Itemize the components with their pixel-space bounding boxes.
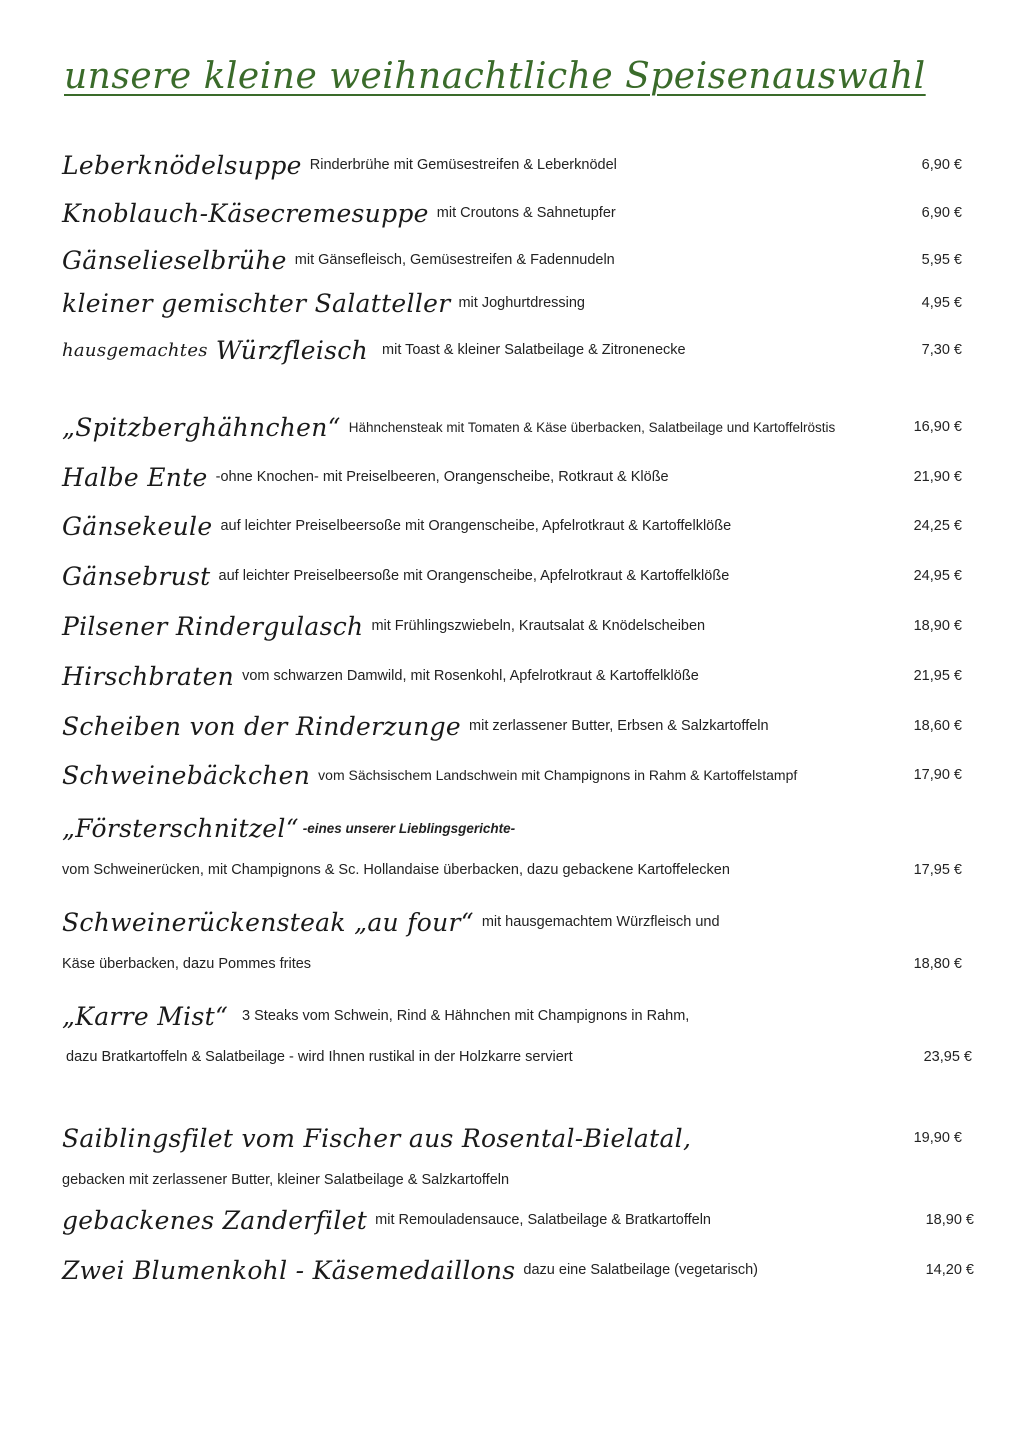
dish-description: dazu Bratkartoffeln & Salatbeilage - wird Ihnen rustikal in der Holzkarre serviert [66, 1049, 573, 1065]
dish-price: 4,95 € [921, 295, 962, 311]
menu-item [62, 606, 974, 646]
dish-description: mit Remouladensauce, Salatbeilage & Bratkartoffeln [375, 1212, 711, 1228]
menu-item [62, 706, 974, 746]
dish-price: 24,25 € [913, 518, 962, 534]
menu-item [62, 755, 974, 795]
menu-item [62, 808, 974, 848]
menu-item-continuation [62, 952, 974, 976]
dish-price: 19,90 € [913, 1130, 962, 1146]
dish-name: kleiner gemischter Salatteller [62, 288, 451, 318]
dish-description: mit zerlassener Butter, Erbsen & Salzkartoffeln [469, 718, 769, 734]
dish-name: Schweinerückensteak „au four“ [62, 907, 474, 937]
dish-description: Käse überbacken, dazu Pommes frites [62, 956, 312, 972]
dish-description: mit Frühlingszwiebeln, Krautsalat & Knödelscheiben [371, 618, 706, 634]
dish-description: vom Sächsischem Landschwein mit Champignons in Rahm & Kartoffelstampf [318, 767, 798, 783]
dish-price: 17,95 € [913, 862, 962, 878]
dish-description: vom Schweinerücken, mit Champignons & Sc. Hollandaise überbacken, dazu gebackene Kartoffelecken [62, 862, 730, 878]
dish-price: 7,30 € [921, 342, 962, 358]
dish-name: „Försterschnitzel“ [62, 813, 299, 843]
dish-description: mit Gänsefleisch, Gemüsestreifen & Fadennudeln [294, 252, 615, 268]
dish-description: vom schwarzen Damwild, mit Rosenkohl, Apfelrotkraut & Kartoffelklöße [242, 668, 699, 684]
menu-item-continuation [62, 1045, 974, 1069]
dish-name: Zwei Blumenkohl - Käsemedaillons [62, 1255, 516, 1285]
menu-item [62, 506, 974, 546]
dish-price: 5,95 € [921, 252, 962, 268]
dish-name-prefix: hausgemachtes [62, 339, 208, 361]
menu-item [62, 193, 974, 233]
menu-item [62, 996, 974, 1036]
menu-item-continuation [62, 858, 974, 882]
dish-description: -ohne Knochen- mit Preiselbeeren, Orangenscheibe, Rotkraut & Klöße [215, 469, 669, 485]
menu-item [62, 457, 974, 497]
menu-item [62, 330, 974, 370]
dish-tagline: -eines unserer Lieblingsgerichte- [302, 820, 516, 836]
dish-description: 3 Steaks vom Schwein, Rind & Hähnchen mit Champignons in Rahm, [242, 1008, 690, 1024]
dish-price: 18,90 € [925, 1212, 974, 1228]
menu-title: unsere kleine weihnachtliche Speisenauswahl [64, 56, 926, 97]
dish-price: 23,95 € [923, 1049, 972, 1065]
dish-name: Saiblingsfilet vom Fischer aus Rosental-Bielatal, [62, 1123, 692, 1153]
dish-description: mit Joghurtdressing [458, 295, 585, 311]
dish-name: Gänsekeule [62, 511, 213, 541]
dish-name: Scheiben von der Rinderzunge [62, 711, 462, 741]
dish-description: auf leichter Preiselbeersoße mit Orangenscheibe, Apfelrotkraut & Kartoffelklöße [218, 568, 730, 584]
dish-price: 18,80 € [913, 956, 962, 972]
menu-item [62, 407, 974, 447]
dish-name: Gänsebrust [62, 561, 211, 591]
menu-item [62, 240, 974, 280]
dish-name: Hirschbraten [62, 661, 235, 691]
dish-name: Pilsener Rindergulasch [62, 611, 364, 641]
dish-name: gebackenes Zanderfilet [62, 1205, 368, 1235]
dish-price: 17,90 € [913, 767, 962, 783]
dish-description: Rinderbrühe mit Gemüsestreifen & Leberknödel [309, 157, 617, 173]
menu-item [62, 1200, 974, 1240]
dish-price: 6,90 € [921, 205, 962, 221]
dish-name: Leberknödelsuppe [62, 150, 302, 180]
dish-description: mit Croutons & Sahnetupfer [436, 205, 616, 221]
dish-price: 14,20 € [925, 1262, 974, 1278]
dish-price: 21,95 € [913, 668, 962, 684]
dish-description: mit hausgemachtem Würzfleisch und [481, 914, 720, 930]
menu-item [62, 656, 974, 696]
dish-name: „Karre Mist“ [62, 1001, 229, 1031]
menu-item [62, 283, 974, 323]
menu-item [62, 1250, 974, 1290]
menu-item-continuation [62, 1168, 974, 1192]
dish-price: 16,90 € [913, 419, 962, 435]
menu-item [62, 902, 974, 942]
dish-description: auf leichter Preiselbeersoße mit Orangenscheibe, Apfelrotkraut & Kartoffelklöße [220, 518, 732, 534]
menu-item [62, 1118, 974, 1158]
dish-description: dazu eine Salatbeilage (vegetarisch) [523, 1262, 758, 1278]
menu-item [62, 556, 974, 596]
dish-name: Knoblauch-Käsecremesuppe [62, 198, 429, 228]
menu-item [62, 145, 974, 185]
dish-name: Schweinebäckchen [62, 760, 311, 790]
dish-price: 18,90 € [913, 618, 962, 634]
dish-price: 6,90 € [921, 157, 962, 173]
dish-name: Würzfleisch [215, 335, 369, 365]
dish-price: 21,90 € [913, 469, 962, 485]
dish-price: 24,95 € [913, 568, 962, 584]
dish-name: Gänselieselbrühe [62, 245, 287, 275]
dish-description: gebacken mit zerlassener Butter, kleiner Salatbeilage & Salzkartoffeln [62, 1172, 510, 1188]
dish-name: „Spitzberghähnchen“ [62, 412, 341, 442]
dish-name: Halbe Ente [62, 462, 208, 492]
dish-description: Hähnchensteak mit Tomaten & Käse überbacken, Salatbeilage und Kartoffelröstis [348, 419, 836, 435]
dish-description: mit Toast & kleiner Salatbeilage & Zitronenecke [382, 342, 686, 358]
dish-price: 18,60 € [913, 718, 962, 734]
